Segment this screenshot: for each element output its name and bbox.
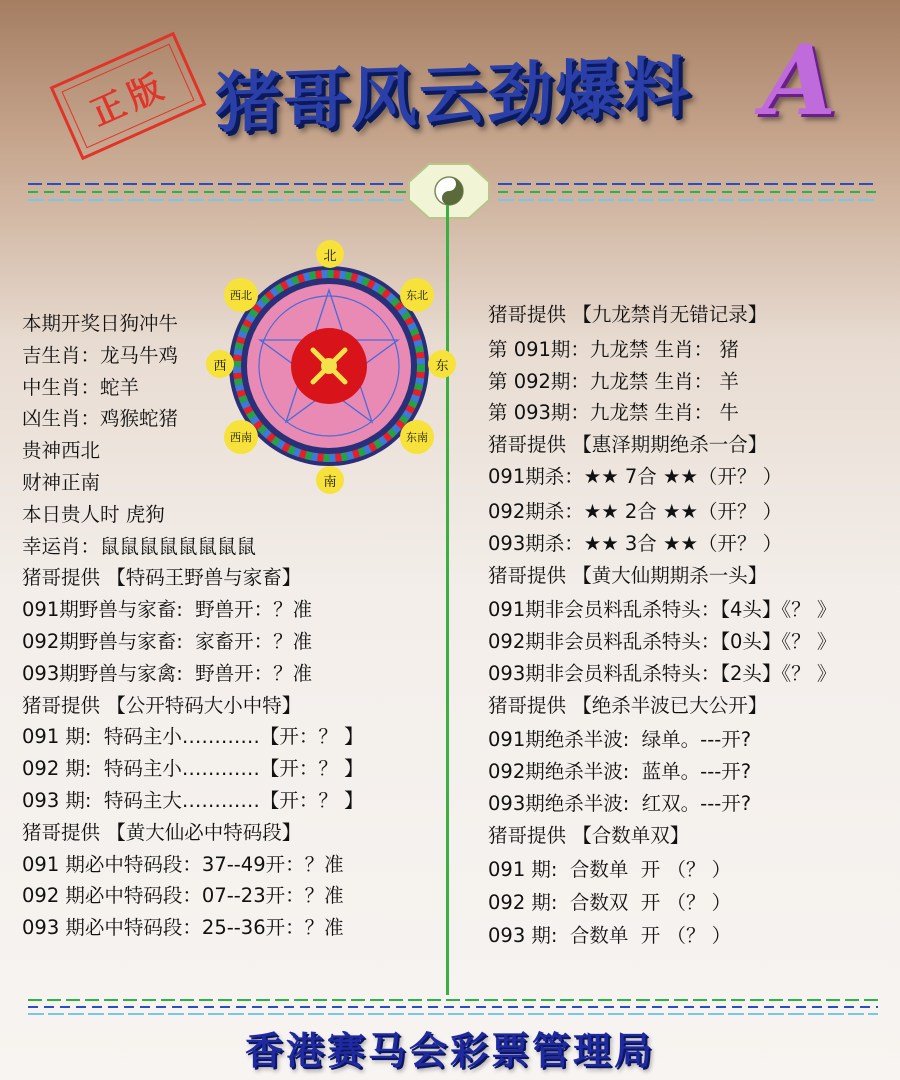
compass-badge-west: 西 [206, 350, 234, 378]
left-line: 092 期: 特码主小…………【开：？ 】 [22, 757, 364, 780]
right-line: 091期绝杀半波: 绿单。---开? [488, 728, 752, 751]
left-line: 092 期必中特码段：07--23开：？准 [22, 884, 344, 907]
page-title: 猪哥风云劲爆料 [215, 48, 691, 142]
compass-badge-south: 南 [316, 466, 344, 494]
right-section-heading: 猪哥提供 【九龙禁肖无错记录】 [488, 303, 768, 326]
left-line: 091期野兽与家畜: 野兽开：？准 [22, 598, 313, 621]
right-line: 第 092期：九龙禁 生肖： 羊 [488, 370, 739, 393]
footer-title: 香港赛马会彩票管理局 [244, 1029, 655, 1073]
left-line: 凶生肖：鸡猴蛇猪 [22, 407, 179, 430]
left-line: 幸运肖：鼠鼠鼠鼠鼠鼠鼠鼠 [22, 535, 257, 558]
right-line: 第 093期：九龙禁 生肖： 牛 [488, 401, 739, 424]
right-line: 091 期: 合数单 开 （？ ） [488, 858, 732, 881]
column-divider [446, 205, 449, 995]
right-line: 093 期: 合数单 开 （？ ） [488, 924, 732, 947]
right-line: 092期杀：★★ 2合 ★★（开？ ） [488, 500, 783, 523]
compass-badge-southwest: 西南 [224, 420, 258, 454]
top-left-ornament [28, 180, 408, 194]
right-section-heading: 猪哥提供 【绝杀半波已大公开】 [488, 694, 768, 717]
left-line: 093 期: 特码主大…………【开：？ 】 [22, 789, 364, 812]
compass-badge-east: 东 [428, 350, 456, 378]
bagua-medallion-icon [405, 160, 493, 226]
left-line: 中生肖：蛇羊 [22, 376, 140, 399]
right-line: 091期杀：★★ 7合 ★★（开？ ） [488, 465, 783, 488]
right-line: 093期非会员料乱杀特头：【2头】《？ 》 [488, 662, 837, 685]
left-line: 092期野兽与家畜: 家畜开：？准 [22, 630, 313, 653]
right-line: 092期绝杀半波: 蓝单。---开? [488, 760, 752, 783]
right-line: 092期非会员料乱杀特头：【0头】《？ 》 [488, 630, 837, 653]
left-line: 本期开奖日狗冲牛 [22, 312, 179, 335]
left-line: 本日贵人时 虎狗 [22, 503, 165, 526]
left-line: 093 期必中特码段：25--36开：？准 [22, 916, 344, 939]
left-section-heading: 猪哥提供 【公开特码大小中特】 [22, 694, 302, 717]
genuine-stamp [50, 32, 207, 160]
right-line: 093期绝杀半波: 红双。---开? [488, 792, 752, 815]
left-line: 财神正南 [22, 471, 101, 494]
left-line: 091 期: 特码主小…………【开：？ 】 [22, 725, 364, 748]
compass-badge-north: 北 [316, 240, 344, 268]
right-line: 091期非会员料乱杀特头：【4头】《？ 》 [488, 598, 837, 621]
right-line: 092 期: 合数双 开 （？ ） [488, 891, 732, 914]
left-line: 091 期必中特码段：37--49开：？准 [22, 853, 344, 876]
compass-badge-southeast: 东南 [400, 420, 434, 454]
left-line: 贵神西北 [22, 439, 101, 462]
left-line: 吉生肖：龙马牛鸡 [22, 344, 179, 367]
compass-badge-northwest: 西北 [224, 278, 258, 312]
compass-badge-northeast: 东北 [400, 278, 434, 312]
stamp-text: 正版 [84, 64, 175, 134]
right-section-heading: 猪哥提供 【惠泽期期绝杀一合】 [488, 433, 768, 456]
left-line: 093期野兽与家禽: 野兽开：？准 [22, 662, 313, 685]
edition-letter: A [762, 24, 837, 137]
top-right-ornament [498, 180, 878, 194]
right-section-heading: 猪哥提供 【黄大仙期期杀一头】 [488, 564, 768, 587]
right-line: 第 091期：九龙禁 生肖： 猪 [488, 338, 739, 361]
left-section-heading: 猪哥提供 【黄大仙必中特码段】 [22, 821, 302, 844]
right-section-heading: 猪哥提供 【合数单双】 [488, 824, 690, 847]
left-section-heading: 猪哥提供 【特码王野兽与家畜】 [22, 566, 302, 589]
right-line: 093期杀：★★ 3合 ★★（开？ ） [488, 532, 783, 555]
